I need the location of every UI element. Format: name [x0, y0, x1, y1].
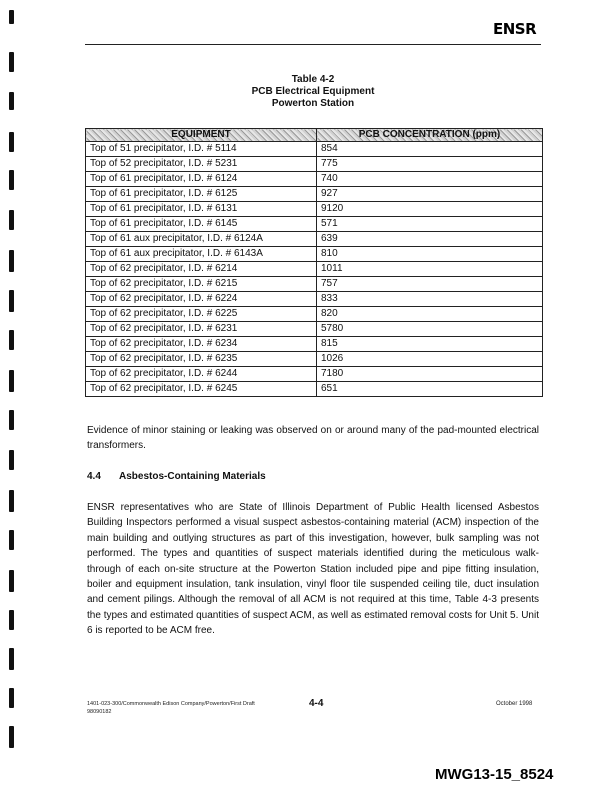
equipment-cell: Top of 62 precipitator, I.D. # 6245	[86, 382, 317, 397]
section-number: 4.4	[87, 471, 101, 482]
binder-mark	[9, 92, 14, 110]
equipment-cell: Top of 62 precipitator, I.D. # 6225	[86, 307, 317, 322]
company-logo: ENSR	[493, 20, 537, 38]
table-row	[86, 172, 543, 187]
table-row	[86, 247, 543, 262]
transformer-paragraph: Evidence of minor staining or leaking was observed on or around many of the pad-mounted electrical transformers.	[87, 425, 539, 452]
concentration-cell: 775	[317, 157, 543, 172]
column-header-equipment: EQUIPMENT	[86, 129, 317, 142]
binder-mark	[9, 648, 14, 670]
section-heading	[87, 471, 266, 482]
column-header-pcb-concentration: PCB CONCENTRATION (ppm)	[317, 129, 543, 142]
concentration-cell: 740	[317, 172, 543, 187]
table-row	[86, 202, 543, 217]
concentration-cell: 571	[317, 217, 543, 232]
binder-mark	[9, 132, 14, 152]
table-row	[86, 322, 543, 337]
concentration-cell: 833	[317, 292, 543, 307]
pcb-equipment-table	[85, 128, 543, 397]
table-subtitle: Powerton Station	[271, 98, 355, 109]
table-header-row	[86, 129, 543, 142]
equipment-cell: Top of 61 precipitator, I.D. # 6145	[86, 217, 317, 232]
concentration-cell: 1011	[317, 262, 543, 277]
binder-mark	[9, 330, 14, 350]
binder-mark	[9, 490, 14, 512]
concentration-cell: 5780	[317, 322, 543, 337]
table-row	[86, 337, 543, 352]
binder-mark	[9, 210, 14, 230]
binder-mark	[9, 688, 14, 708]
binder-mark	[9, 290, 14, 312]
concentration-cell: 810	[317, 247, 543, 262]
table-row	[86, 142, 543, 157]
footer-document-info	[87, 700, 255, 716]
table-row	[86, 352, 543, 367]
footer-project-number: 98090182	[87, 709, 112, 715]
binder-mark	[9, 410, 14, 430]
binder-mark	[9, 370, 14, 392]
table-row	[86, 382, 543, 397]
footer-date: October 1998	[496, 701, 533, 707]
table-row	[86, 292, 543, 307]
concentration-cell: 757	[317, 277, 543, 292]
concentration-cell: 927	[317, 187, 543, 202]
table-row	[86, 157, 543, 172]
bates-number: MWG13-15_8524	[435, 766, 554, 783]
page-number: 4-4	[309, 698, 324, 709]
concentration-cell: 820	[317, 307, 543, 322]
equipment-cell: Top of 62 precipitator, I.D. # 6235	[86, 352, 317, 367]
table-row	[86, 367, 543, 382]
binder-mark	[9, 250, 14, 272]
equipment-cell: Top of 61 precipitator, I.D. # 6125	[86, 187, 317, 202]
header-rule	[85, 44, 541, 45]
asbestos-paragraph: ENSR representatives who are State of Illinois Department of Public Health licensed Asbestos Building Inspectors performed a visual suspect asbestos-containing material (ACM) inspection of the main building and outlying structures as part of this investigation, however, bulk sampling was not performed. The types and quantities of suspect materials identified during the meticulous walk-through of each on-site structure at the Powerton Station included pipe and pipe fitting insulation, boiler and equipment insulation, tank insulation, vinyl floor tile suspended ceiling tile, duct insulation and cement pilings. Although the removal of all ACM is not required at this time, Table 4-3 presents the types and estimated quantities of suspect ACM, as well as estimated removal costs for Unit 5. Unit 6 is reported to be ACM free.	[87, 502, 539, 637]
equipment-cell: Top of 62 precipitator, I.D. # 6214	[86, 262, 317, 277]
equipment-cell: Top of 61 aux precipitator, I.D. # 6143A	[86, 247, 317, 262]
table-row	[86, 232, 543, 247]
binder-mark	[9, 10, 14, 24]
equipment-cell: Top of 52 precipitator, I.D. # 5231	[86, 157, 317, 172]
table-caption	[85, 74, 541, 110]
binder-mark	[9, 570, 14, 592]
equipment-cell: Top of 62 precipitator, I.D. # 6215	[86, 277, 317, 292]
binder-mark	[9, 52, 14, 72]
table-title: PCB Electrical Equipment	[251, 86, 375, 97]
concentration-cell: 7180	[317, 367, 543, 382]
equipment-cell: Top of 61 precipitator, I.D. # 6131	[86, 202, 317, 217]
binder-mark	[9, 610, 14, 630]
equipment-cell: Top of 51 precipitator, I.D. # 5114	[86, 142, 317, 157]
table-row	[86, 217, 543, 232]
concentration-cell: 651	[317, 382, 543, 397]
equipment-cell: Top of 62 precipitator, I.D. # 6224	[86, 292, 317, 307]
table-row	[86, 277, 543, 292]
equipment-cell: Top of 62 precipitator, I.D. # 6244	[86, 367, 317, 382]
concentration-cell: 9120	[317, 202, 543, 217]
table-row	[86, 187, 543, 202]
concentration-cell: 1026	[317, 352, 543, 367]
binder-mark	[9, 530, 14, 550]
footer-project-line: 1401-023-300/Commonwealth Edison Company/Powerton/First Draft	[87, 701, 255, 707]
equipment-cell: Top of 62 precipitator, I.D. # 6234	[86, 337, 317, 352]
binder-mark	[9, 170, 14, 190]
table-row	[86, 307, 543, 322]
equipment-cell: Top of 62 precipitator, I.D. # 6231	[86, 322, 317, 337]
concentration-cell: 639	[317, 232, 543, 247]
table-number: Table 4-2	[291, 74, 335, 85]
binder-mark	[9, 450, 14, 470]
concentration-cell: 854	[317, 142, 543, 157]
equipment-cell: Top of 61 aux precipitator, I.D. # 6124A	[86, 232, 317, 247]
table-row	[86, 262, 543, 277]
binder-mark	[9, 726, 14, 748]
concentration-cell: 815	[317, 337, 543, 352]
equipment-cell: Top of 61 precipitator, I.D. # 6124	[86, 172, 317, 187]
section-title: Asbestos-Containing Materials	[119, 471, 266, 482]
